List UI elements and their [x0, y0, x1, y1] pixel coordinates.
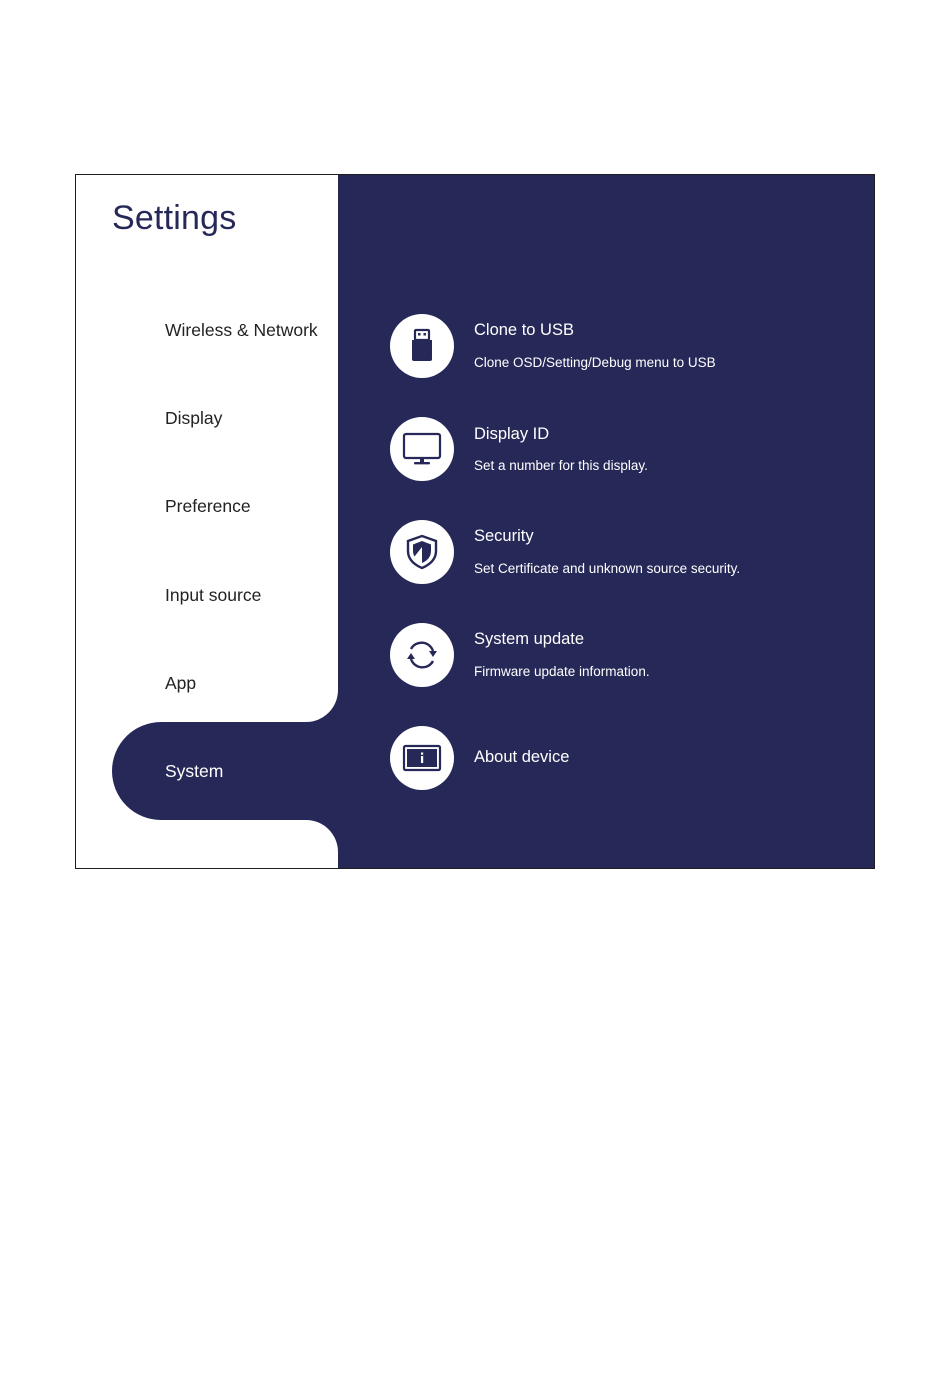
monitor-icon [390, 417, 454, 481]
security-title: Security [474, 527, 534, 545]
sidebar-item-system[interactable]: System [165, 761, 224, 781]
security-description: Set Certificate and unknown source security. [474, 561, 741, 576]
sidebar [76, 175, 338, 868]
about-device-item[interactable] [390, 726, 810, 790]
sidebar-item-preference[interactable]: Preference [165, 496, 251, 516]
sidebar-item-app[interactable]: App [165, 673, 197, 693]
page-title: Settings [112, 199, 237, 237]
system-update-description: Firmware update information. [474, 664, 650, 679]
sidebar-item-input-source[interactable]: Input source [165, 585, 262, 605]
sidebar-item-wireless-network[interactable]: Wireless & Network [165, 320, 318, 340]
active-tab-highlight [112, 722, 372, 820]
display-id-title: Display ID [474, 425, 550, 443]
system-update-item[interactable] [390, 623, 810, 687]
system-panel [338, 175, 874, 868]
sidebar-item-display[interactable]: Display [165, 408, 223, 428]
system-update-title: System update [474, 630, 585, 648]
clone-to-usb-title: Clone to USB [474, 321, 574, 339]
shield-icon [390, 520, 454, 584]
display-id-description: Set a number for this display. [474, 458, 648, 473]
display-id-item[interactable] [390, 417, 810, 481]
refresh-icon [390, 623, 454, 687]
info-icon [390, 726, 454, 790]
about-device-title: About device [474, 748, 570, 766]
security-item[interactable] [390, 520, 810, 584]
settings-window [75, 174, 875, 869]
usb-drive-icon [390, 314, 454, 378]
clone-to-usb-item[interactable] [390, 314, 810, 378]
clone-to-usb-description: Clone OSD/Setting/Debug menu to USB [474, 355, 716, 370]
